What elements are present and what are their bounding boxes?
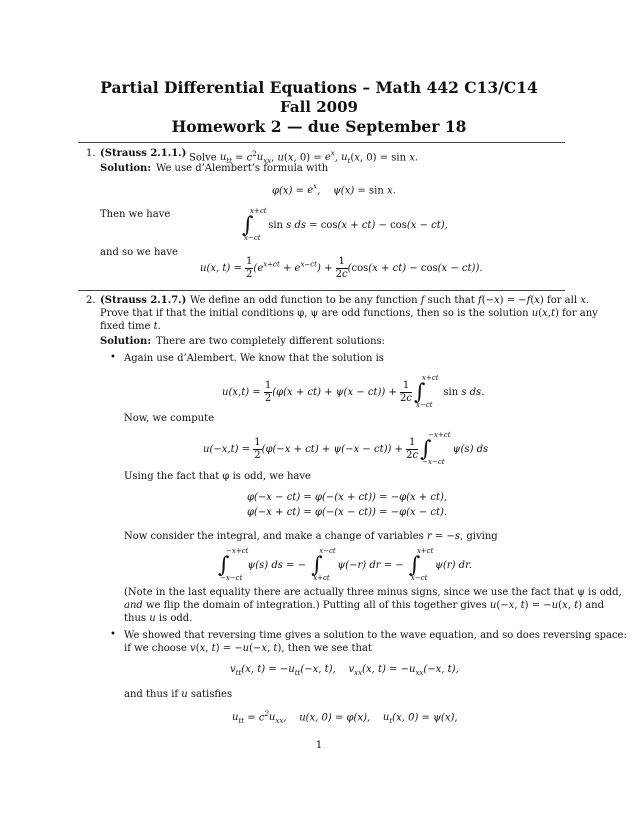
equation-u-minus-x: u(−x,t) = $\frac{1}{2}$ (φ(−x + ct) + ψ(−x − ct)) + $\frac{1}{2c}$ ∫ −x+ct −x−ct ψ(s) ds xyxy=(203,431,489,466)
problem2-statement-line1: We define an odd function to be any function f such that f(−x) = −f(x) for all x. xyxy=(190,295,590,306)
bullet1-odd-fact: Using the fact that φ is odd, we have xyxy=(124,471,311,482)
problem1-source: (Strauss 2.1.1.) xyxy=(100,148,187,159)
problem2-source: (Strauss 2.1.7.) xyxy=(100,295,187,306)
homework-title: Homework 2 — due September 18 xyxy=(171,117,467,136)
and-so-text: and so we have xyxy=(100,247,178,258)
problem2-statement-line2: Prove that if that the initial conditions φ, ψ are odd functions, then so is the solution u(x,t) for any xyxy=(100,308,598,319)
problem2-solution-label: Solution: xyxy=(100,336,152,347)
problem2-number: 2. xyxy=(86,295,96,306)
problem1-solution-intro: We use d’Alembert’s formula with xyxy=(156,163,329,174)
header-rule xyxy=(78,142,565,143)
term-line: Fall 2009 xyxy=(280,98,358,116)
equation-change-variables: ∫ −x+ct −x−ct ψ(s) ds = − ∫ x−ct x+ct ψ(−r) dr = − ∫ x+ct x−ct ψ(r) dr. xyxy=(218,547,472,582)
problem1-statement: Solve $u_{tt} = c^2u_{xx}$, u(x, $0) = e^x$, $u_t(x$, 0) = sin x. xyxy=(189,150,419,166)
problem-separator xyxy=(78,290,565,291)
then-text: Then we have xyxy=(100,209,171,220)
equation-v-derivatives: $v_{tt}(x$, $t) = -u_{tt}(-x$, t), $v_{xx}(x$, $t) = -u_{xx}(-x$, t), xyxy=(230,664,459,677)
page-number: 1 xyxy=(315,740,323,751)
note-line3: thus u is odd. xyxy=(124,613,193,624)
course-title: Partial Differential Equations – Math 442 C13/C14 xyxy=(100,78,538,97)
equation-integral-sin: ∫ x+ct x−ct sin s ds = cos(x + ct) − cos(x − ct), xyxy=(242,207,448,242)
equation-odd-1: φ(−x − ct) = φ(−(x + ct)) = −φ(x + ct), xyxy=(247,492,448,503)
problem2-statement-line3: fixed time t. xyxy=(100,321,161,332)
note-line1: (Note in the last equality there are actually three minus signs, since we use the fact that ψ is odd, xyxy=(124,587,622,598)
equation-u-conditions: $u_{tt} = c^2u_{xx}$, u(x, 0) = φ(x), $u_t(x$, 0) = ψ(x), xyxy=(232,710,458,726)
note-line2: and we flip the domain of integration.) Putting all of this together gives u(−x, t) = −u(x, t) and xyxy=(124,600,604,611)
bullet1-intro: Again use d’Alembert. We know that the solution is xyxy=(124,353,384,364)
bullet2-line1: We showed that reversing time gives a solution to the wave equation, and so does reversing space: xyxy=(124,630,627,641)
bullet2-line2: if we choose v(x, t) = −u(−x, t), then we see that xyxy=(124,643,372,654)
problem2-solution-intro: There are two completely different solutions: xyxy=(156,336,386,347)
equation-phi-psi: $\varphi(x) = e^x$, ψ(x) = sin x. xyxy=(272,183,396,197)
bullet-marker-2: • xyxy=(110,629,116,640)
equation-dalembert: u(x,t) = $\frac{1}{2}$ (φ(x + ct) + ψ(x − ct)) + $\frac{1}{2c}$ ∫ x+ct x−ct sin s ds. xyxy=(222,374,485,409)
bullet1-integral-text: Now consider the integral, and make a change of variables r = −s, giving xyxy=(124,531,498,542)
bullet2-satisfies: and thus if u satisfies xyxy=(124,689,233,700)
problem1-solution-label: Solution: xyxy=(100,163,152,174)
bullet1-compute: Now, we compute xyxy=(124,413,215,424)
equation-odd-2: φ(−x + ct) = φ(−(x − ct)) = −φ(x − ct). xyxy=(247,507,448,518)
equation-solution-u: u(x, t) = $\frac{1}{2}$ $(e^{x+ct} + e^{x-ct})$ + $\frac{1}{2c}$ (cos(x + ct) − cos(x − ct)). xyxy=(200,256,483,280)
problem1-number: 1. xyxy=(86,148,96,159)
bullet-marker-1: • xyxy=(110,352,116,363)
